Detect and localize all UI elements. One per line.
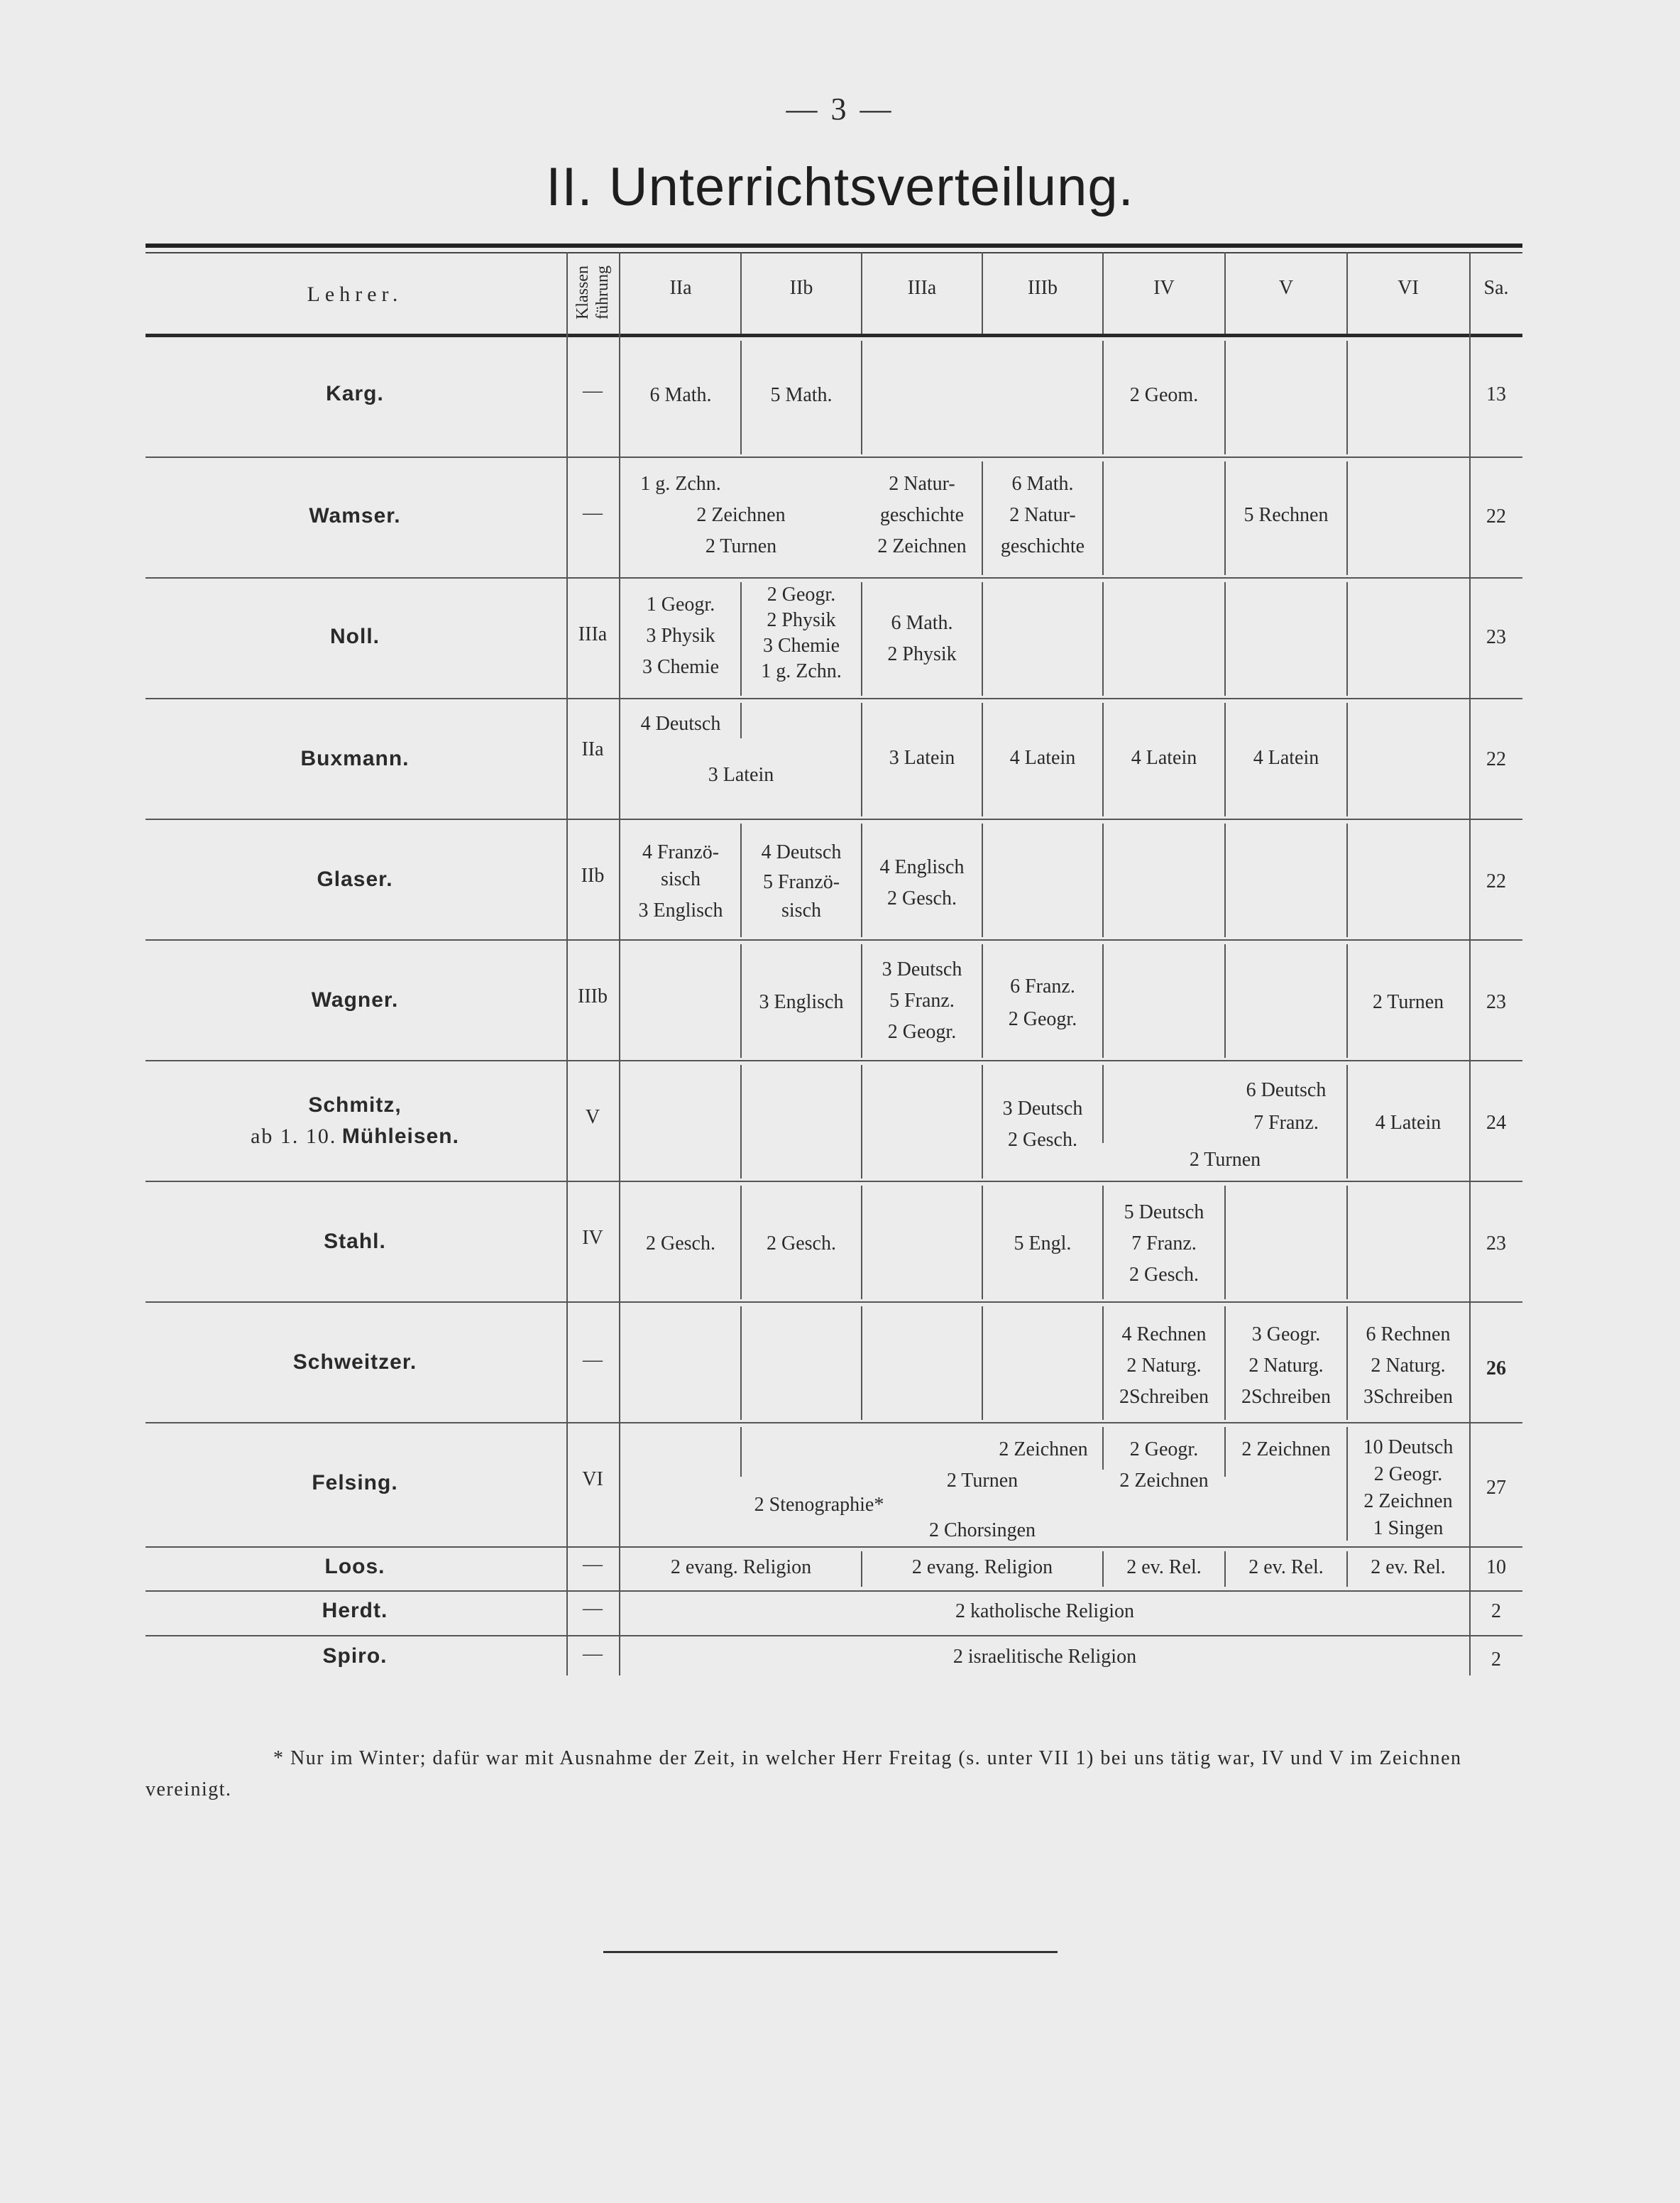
row-sum: 2 (1491, 1649, 1501, 1671)
cell: 4 Englisch (879, 856, 965, 878)
klassenfuehrung: IIIa (578, 623, 608, 645)
klassenfuehrung: — (583, 380, 603, 402)
cell: 5 Math. (770, 384, 833, 406)
cell: 1 g. Zchn. (761, 660, 842, 682)
row-sum: 24 (1486, 1112, 1506, 1134)
teacher-name: Karg. (326, 382, 384, 405)
column-divider (566, 252, 568, 1676)
cell: 3 Englisch (759, 991, 844, 1013)
cell: 2 Stenographie* (754, 1494, 884, 1516)
row-divider (146, 577, 1522, 579)
column-divider (1346, 252, 1348, 334)
teacher-name: Buxmann. (300, 747, 410, 770)
cell: 2 Turnen (1189, 1149, 1261, 1171)
row-sum: 10 (1486, 1556, 1506, 1578)
cell: 2 Turnen (946, 1470, 1019, 1492)
teacher-name: Schweitzer. (292, 1350, 417, 1374)
column-divider (1102, 252, 1104, 334)
cell: 4 Latein (1009, 747, 1076, 769)
row-sum: 23 (1486, 991, 1506, 1013)
row-sum: 2 (1491, 1600, 1501, 1622)
table-header-rule (146, 334, 1522, 337)
table-top-rule (146, 244, 1522, 248)
teacher-name: Stahl. (324, 1230, 386, 1253)
row-sum: 23 (1486, 626, 1506, 648)
cell: geschichte (879, 504, 965, 526)
successor-date: ab 1. 10. (251, 1125, 337, 1148)
row-divider (146, 698, 1522, 699)
cell: 10 Deutsch (1363, 1436, 1454, 1458)
row-sum: 22 (1486, 870, 1506, 892)
cell: 3 Deutsch (1002, 1098, 1083, 1120)
cell: 4 Latein (1131, 747, 1197, 769)
cell: 2 evang. Religion (670, 1556, 812, 1578)
column-divider (982, 252, 983, 334)
cell: 6 Deutsch (1246, 1079, 1327, 1101)
header-class-IV: IV (1153, 277, 1175, 299)
cell: 5 Engl. (1014, 1232, 1072, 1254)
column-divider (861, 252, 862, 334)
cell: 4 Latein (1253, 747, 1319, 769)
column-divider (619, 252, 620, 1676)
bottom-rule (603, 1951, 1058, 1953)
cell: 2 Chorsingen (928, 1519, 1036, 1541)
cell: 2 Gesch. (1008, 1129, 1077, 1151)
cell: 2 ev. Rel. (1248, 1556, 1324, 1578)
cell: 2 Turnen (1372, 991, 1444, 1013)
cell: 2 Naturg. (1371, 1355, 1446, 1377)
row-divider (146, 457, 1522, 458)
page-number: — 3 — (786, 92, 894, 126)
row-sum: 13 (1486, 383, 1506, 405)
cell: 7 Franz. (1253, 1112, 1319, 1134)
footnote: * Nur im Winter; dafür war mit Ausnahme der Zeit, in welcher Herr Freitag (s. unter VII 1) bei uns tätig war, IV und V im Zeichnen vereinigt. (146, 1747, 1462, 1800)
teacher-name: Herdt. (322, 1599, 388, 1622)
cell: sisch (781, 900, 821, 922)
cell: 2 ev. Rel. (1371, 1556, 1446, 1578)
row-divider (146, 1590, 1522, 1592)
cell: 2 Natur- (1009, 504, 1076, 526)
row-divider (146, 1181, 1522, 1182)
cell: 2 Zeichnen (696, 504, 786, 526)
row-sum: 27 (1486, 1477, 1506, 1499)
cell: 2 Zeichnen (877, 535, 967, 557)
cell: 2 Zeichnen (999, 1438, 1088, 1460)
header-class-IIb: IIb (789, 277, 813, 299)
column-divider (740, 252, 742, 334)
cell: 3 Deutsch (882, 958, 962, 980)
row-divider (146, 939, 1522, 941)
cell: 2 israelitische Religion (952, 1646, 1137, 1668)
cell: 2 Geom. (1129, 384, 1199, 406)
cell: 2 Physik (887, 643, 957, 665)
cell: 3 Geogr. (1251, 1323, 1321, 1345)
cell: 2 Geogr. (1008, 1008, 1077, 1030)
header-sum: Sa. (1483, 277, 1509, 299)
cell: 2 Natur- (889, 473, 955, 495)
cell: 7 Franz. (1131, 1232, 1197, 1254)
page-title: II. Unterrichtsverteilung. (546, 157, 1134, 217)
cell: 6 Rechnen (1366, 1323, 1451, 1345)
cell: 6 Math. (1011, 473, 1074, 495)
table-top-rule-thin (146, 252, 1522, 253)
klassenfuehrung: IIa (581, 738, 604, 760)
row-divider (146, 1060, 1522, 1061)
cell: 4 Deutsch (640, 713, 721, 735)
cell: 3 Latein (708, 764, 774, 786)
cell: 5 Franzö- (762, 871, 840, 893)
cell: 6 Math. (891, 612, 953, 634)
cell: 4 Franzö- (642, 841, 720, 863)
cell: 2 evang. Religion (911, 1556, 1053, 1578)
teacher-name: Spiro. (322, 1644, 388, 1668)
row-divider (146, 1635, 1522, 1636)
cell: 5 Deutsch (1124, 1201, 1204, 1223)
cell: sisch (661, 868, 701, 890)
cell: 3 Chemie (642, 656, 720, 678)
cell: 2 Gesch. (1129, 1264, 1199, 1286)
teacher-name: Loos. (324, 1555, 385, 1578)
klassenfuehrung: V (585, 1106, 600, 1128)
teacher-name: Wamser. (309, 504, 401, 527)
cell: 2Schreiben (1119, 1386, 1209, 1408)
cell: 4 Deutsch (761, 841, 842, 863)
row-divider (146, 819, 1522, 820)
header-class-IIa: IIa (669, 277, 692, 299)
row-divider (146, 1301, 1522, 1303)
cell: 3Schreiben (1363, 1386, 1453, 1408)
header-teacher: Lehrer. (307, 283, 403, 306)
header-class-IIIb: IIIb (1028, 277, 1058, 299)
cell: 3 Physik (646, 625, 715, 647)
klassenfuehrung: IIIb (578, 985, 608, 1007)
teacher-name: Noll. (330, 625, 380, 648)
cell: 2Schreiben (1241, 1386, 1331, 1408)
teacher-name-successor (146, 1125, 564, 1149)
cell: 1 Singen (1373, 1517, 1444, 1539)
header-class-VI: VI (1398, 277, 1419, 299)
cell: 2 Geogr. (887, 1021, 957, 1043)
cell: 2 Naturg. (1126, 1355, 1202, 1377)
cell: 2 Zeichnen (1119, 1470, 1209, 1492)
header-class-V: V (1278, 277, 1294, 299)
cell: 2 Geogr. (1129, 1438, 1199, 1460)
klassenfuehrung: — (583, 1643, 603, 1665)
cell: 2 Gesch. (767, 1232, 836, 1254)
cell: 1 Geogr. (646, 594, 715, 616)
column-divider (1224, 252, 1226, 334)
cell: 2 Geogr. (767, 584, 836, 606)
klassenfuehrung: VI (582, 1468, 603, 1490)
cell: 2 Gesch. (887, 887, 957, 909)
cell: 4 Rechnen (1121, 1323, 1207, 1345)
cell: 3 Englisch (638, 900, 723, 922)
klassenfuehrung: — (583, 1597, 603, 1619)
teacher-name: Wagner. (311, 988, 399, 1012)
row-divider (146, 1546, 1522, 1548)
teacher-name: Schmitz, (308, 1093, 402, 1117)
klassenfuehrung: — (583, 1349, 603, 1371)
cell: 2 Geogr. (1373, 1463, 1443, 1485)
successor-name: Mühleisen. (341, 1125, 459, 1148)
klassenfuehrung: — (583, 1553, 603, 1575)
header-klassen: Klassen führung (573, 266, 612, 320)
teacher-name: Felsing. (312, 1471, 398, 1494)
cell: 2 Turnen (705, 535, 777, 557)
cell: 1 g. Zchn. (640, 473, 721, 495)
cell: 5 Franz. (889, 990, 955, 1012)
cell: 3 Latein (889, 747, 955, 769)
klassenfuehrung: — (583, 502, 603, 524)
cell: 3 Chemie (762, 635, 840, 657)
cell: 2 Zeichnen (1363, 1490, 1453, 1512)
klassenfuehrung: IV (582, 1227, 603, 1249)
cell: 4 Latein (1375, 1112, 1442, 1134)
row-sum: 26 (1486, 1357, 1506, 1379)
row-sum: 23 (1486, 1232, 1506, 1254)
cell: 5 Rechnen (1243, 504, 1329, 526)
header-class-IIIa: IIIa (907, 277, 937, 299)
row-divider (146, 1422, 1522, 1423)
cell: 2 katholische Religion (955, 1600, 1134, 1622)
row-sum: 22 (1486, 748, 1506, 770)
row-sum: 22 (1486, 505, 1506, 527)
cell: 6 Franz. (1010, 975, 1075, 997)
teacher-name: Glaser. (317, 868, 393, 891)
cell: 2 ev. Rel. (1126, 1556, 1202, 1578)
cell: geschichte (1000, 535, 1085, 557)
cell: 2 Zeichnen (1241, 1438, 1331, 1460)
cell: 2 Gesch. (646, 1232, 715, 1254)
klassenfuehrung: IIb (581, 865, 605, 887)
cell: 2 Physik (767, 609, 836, 631)
cell: 6 Math. (649, 384, 712, 406)
cell: 2 Naturg. (1248, 1355, 1324, 1377)
column-divider (1469, 252, 1471, 1676)
